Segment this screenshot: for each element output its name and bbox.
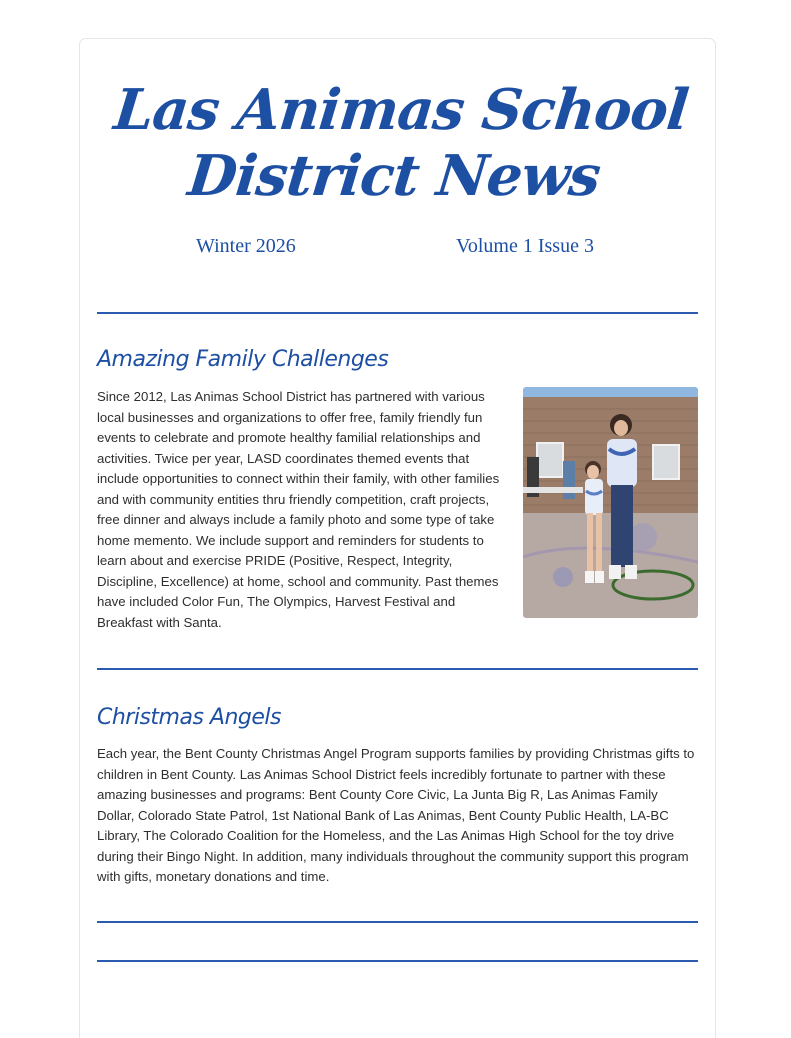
masthead-line-2: District News [185,143,604,209]
divider-middle [97,668,698,670]
divider-bottom [97,960,698,962]
divider-top [97,312,698,314]
masthead-line-1: Las Animas School [111,77,691,143]
section-title-family-challenges: Amazing Family Challenges [97,347,389,372]
section-title-christmas-angels: Christmas Angels [97,705,281,730]
section-body-christmas-angels: Each year, the Bent County Christmas Angel Program supports families by providing Christmas gifts to children in Bent County. Las Animas School District feels incredibly fortunate to partner with these amazing businesses and programs: Bent County Core Civic, La Junta Big R, Las Animas Family Dollar, Colorado State Patrol, 1st National Bank of Las Animas, Bent County Public Health, LA-BC Library, The Colorado Coalition for the Homeless, and the Las Animas High School for the toy drive during their Bingo Night. In addition, many individuals throughout the community support this program with gifts, monetary donations and time. [97,746,695,884]
divider-lower [97,921,698,923]
newsletter-page [79,38,716,1038]
section-body-family-challenges: Since 2012, Las Animas School District has partnered with various local businesses and organizations to offer free, family friendly fun events to celebrate and promote healthy familial relationships and activities. Twice per year, LASD coordinates themed events that include opportunities to connect within their family, with other families and with community entities thru friendly competition, craft projects, free dinner and always include a family photo and some type of take home memento. We include support and reminders for students to learn about and exercise PRIDE (Positive, Respect, Integrity, Discipline, Excellence) at home, school and community. Past themes have included Color Fun, The Olympics, Harvest Festival and Breakfast with Santa. [97,389,500,630]
family-event-photo [523,387,698,618]
issue-volume: Volume 1 Issue 3 [456,235,594,257]
newsletter-masthead [73,77,722,209]
issue-date: Winter 2026 [196,235,296,257]
